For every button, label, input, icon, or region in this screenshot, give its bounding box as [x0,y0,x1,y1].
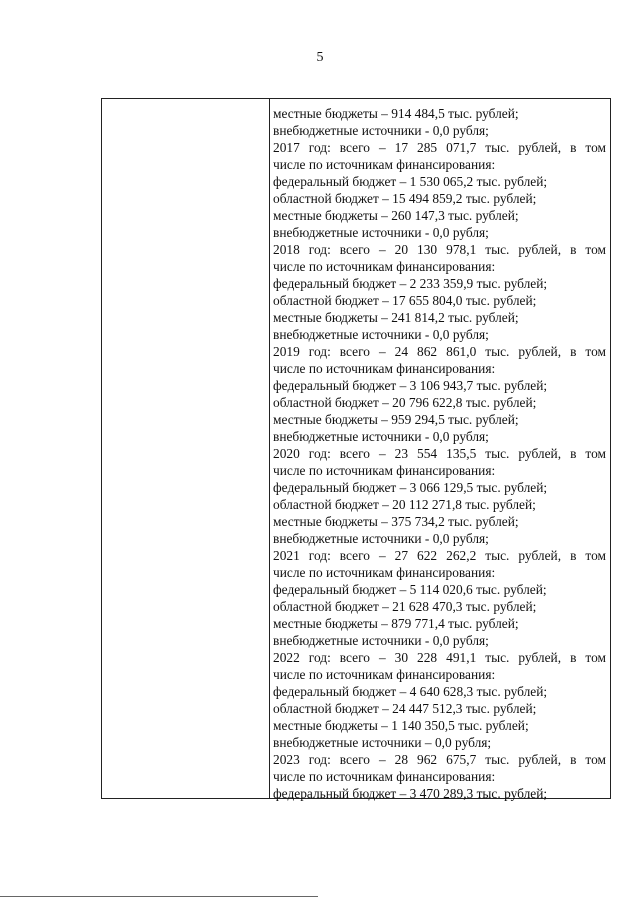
financing-line: областной бюджет – 20 796 622,8 тыс. рублей; [273,395,537,410]
financing-year-total-line: 2020 год: всего – 23 554 135,5 тыс. рублей, в том [273,446,606,461]
financing-line: местные бюджеты – 260 147,3 тыс. рублей; [273,208,519,223]
financing-line: числе по источникам финансирования: [273,157,496,172]
financing-line: областной бюджет – 15 494 859,2 тыс. рублей; [273,191,537,206]
financing-year-total-line: 2018 год: всего – 20 130 978,1 тыс. рублей, в том [273,242,606,257]
financing-line: местные бюджеты – 241 814,2 тыс. рублей; [273,310,519,325]
page-number: 5 [316,50,324,65]
financing-line: федеральный бюджет – 4 640 628,3 тыс. рублей; [273,684,548,699]
financing-line: местные бюджеты – 375 734,2 тыс. рублей; [273,514,519,529]
financing-line: федеральный бюджет – 5 114 020,6 тыс. рублей; [273,582,547,597]
financing-line: числе по источникам финансирования: [273,769,496,784]
financing-year-total-line: 2022 год: всего – 30 228 491,1 тыс. рублей, в том [273,650,606,665]
financing-line: местные бюджеты – 959 294,5 тыс. рублей; [273,412,519,427]
financing-line: внебюджетные источники - 0,0 рубля; [273,123,489,138]
financing-line: внебюджетные источники - 0,0 рубля; [273,429,489,444]
financing-line: областной бюджет – 20 112 271,8 тыс. рублей; [273,497,536,512]
financing-line: местные бюджеты – 879 771,4 тыс. рублей; [273,616,519,631]
financing-line: внебюджетные источники - 0,0 рубля; [273,633,489,648]
financing-line: внебюджетные источники - 0,0 рубля; [273,327,489,342]
financing-line: федеральный бюджет – 3 066 129,5 тыс. рублей; [273,480,548,495]
financing-line: областной бюджет – 17 655 804,0 тыс. рублей; [273,293,537,308]
column-divider [269,99,270,798]
table-label-cell [102,99,269,798]
financing-year-total-line: 2021 год: всего – 27 622 262,2 тыс. рублей, в том [273,548,606,563]
financing-line: местные бюджеты – 1 140 350,5 тыс. рублей; [273,718,529,733]
financing-line: числе по источникам финансирования: [273,463,496,478]
financing-line: числе по источникам финансирования: [273,667,496,682]
footer-separator-line [0,896,318,897]
financing-line: числе по источникам финансирования: [273,361,496,376]
financing-line: федеральный бюджет – 1 530 065,2 тыс. рублей; [273,174,548,189]
financing-line: областной бюджет – 21 628 470,3 тыс. рублей; [273,599,537,614]
financing-details-cell [273,105,606,802]
financing-line: числе по источникам финансирования: [273,565,496,580]
financing-line: федеральный бюджет – 3 470 289,3 тыс. рублей; [273,786,548,801]
financing-line: внебюджетные источники – 0,0 рубля; [273,735,492,750]
financing-table [101,98,611,799]
financing-line: федеральный бюджет – 3 106 943,7 тыс. рублей; [273,378,548,393]
financing-year-total-line: 2017 год: всего – 17 285 071,7 тыс. рублей, в том [273,140,606,155]
financing-line: областной бюджет – 24 447 512,3 тыс. рублей; [273,701,537,716]
financing-line: внебюджетные источники - 0,0 рубля; [273,225,489,240]
financing-line: числе по источникам финансирования: [273,259,496,274]
financing-year-total-line: 2019 год: всего – 24 862 861,0 тыс. рублей, в том [273,344,606,359]
financing-line: местные бюджеты – 914 484,5 тыс. рублей; [273,106,519,121]
financing-line: федеральный бюджет – 2 233 359,9 тыс. рублей; [273,276,548,291]
financing-year-total-line: 2023 год: всего – 28 962 675,7 тыс. рублей, в том [273,752,606,767]
financing-line: внебюджетные источники - 0,0 рубля; [273,531,489,546]
